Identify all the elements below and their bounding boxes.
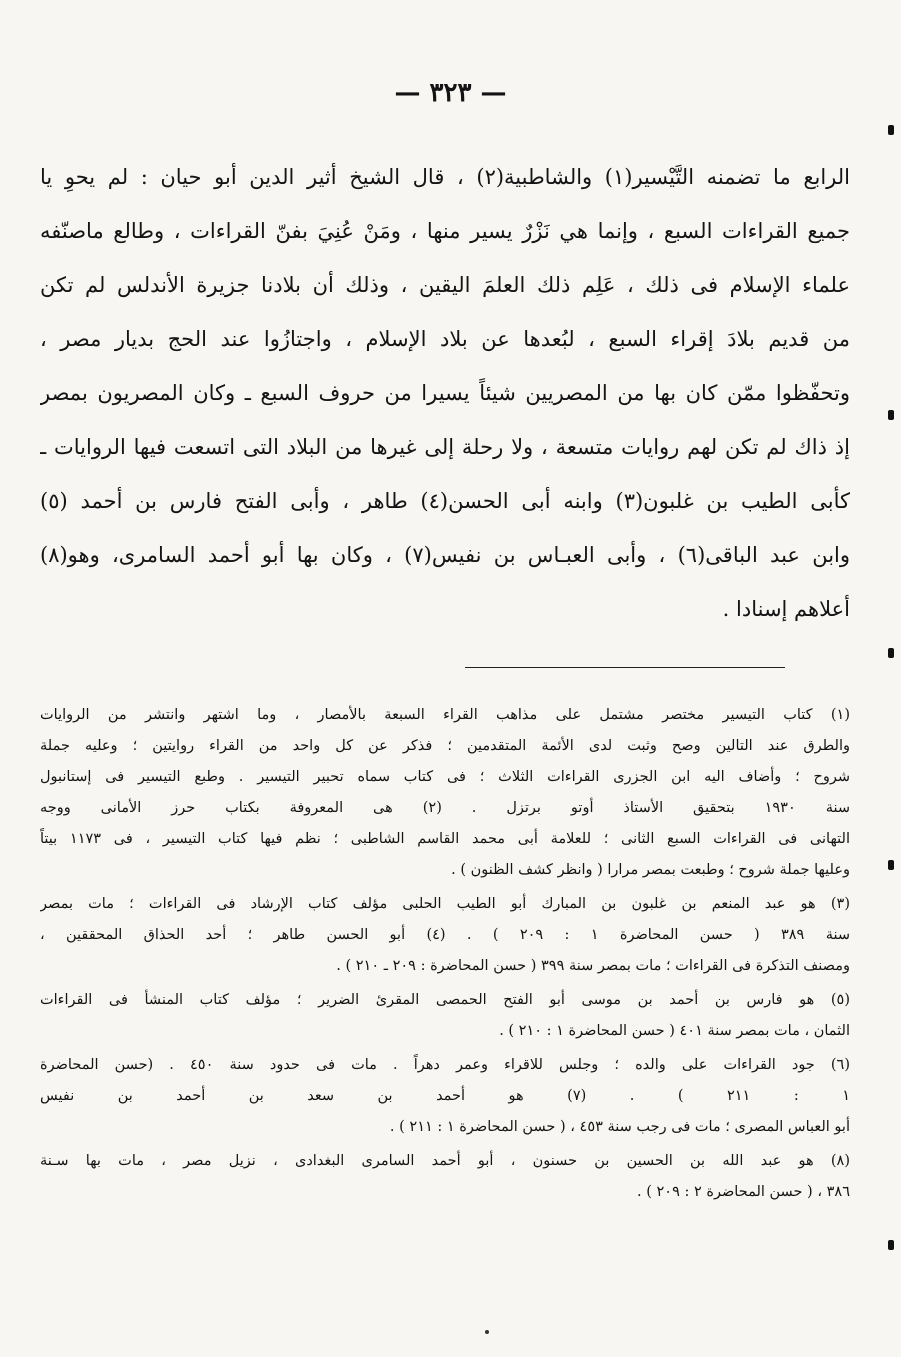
- margin-mark: [888, 410, 894, 420]
- footnote-line: (٣) هو عبد المنعم بن غلبون بن المبارك أبو الطيب الحلبى مؤلف كتاب الإرشاد فى القراءات ؛ مات بمصر: [40, 896, 850, 912]
- main-text-line: علماء الإسلام فى ذلك ، عَلِم ذلك العلمَ اليقين ، وذلك أن بلادنا جزيرة الأندلس لم تكن: [40, 273, 850, 297]
- main-text-line: إذ ذاك لم تكن لهم روايات متسعة ، ولا رحلة إلى غيرها من البلاد التى اتسعت فيها الروايات ـ: [40, 435, 850, 459]
- main-text-line: وتحفّظوا ممّن كان بها من المصريين شيئاً يسيرا من حروف السبع ـ وكان المصريون بمصر: [40, 381, 850, 405]
- footnote-line: شروح ؛ وأضاف اليه ابن الجزرى القراءات الثلاث ؛ فى كتاب سماه تحبير التيسير . وطبع التيسير فى إستانبول: [40, 769, 850, 785]
- footnote-line: أبو العباس المصرى ؛ مات فى رجب سنة ٤٥٣ ، ( حسن المحاضرة ١ : ٢١١ ) .: [389, 1119, 850, 1135]
- footnote-line: (٦) جود القراءات على والده ؛ وجلس للاقراء وعمر دهراً . مات فى حدود سنة ٤٥٠ . (حسن المحاضرة: [40, 1057, 850, 1073]
- footnote-8: [40, 1146, 850, 1208]
- footnote-line: ٣٨٦ ، ( حسن المحاضرة ٢ : ٢٠٩ ) .: [637, 1184, 850, 1200]
- margin-mark: [888, 648, 894, 658]
- main-text-line: الرابع ما تضمنه التَّيْسير(١) والشاطبية(٢) ، قال الشيخ أثير الدين أبو حيان : لم يحوِ يا: [40, 165, 850, 189]
- main-text-line: وابن عبد الباقى(٦) ، وأبى العبـاس بن نفيس(٧) ، وكان بها أبو أحمد السامرى، وهو(٨): [40, 543, 850, 567]
- footnotes: [40, 700, 850, 1211]
- footnote-line: التهانى فى القراءات السبع الثانى ؛ للعلامة أبى محمد القاسم الشاطبى ؛ نظم فيها كتاب التيسير ، فى ١١٧٣ بيتاً: [40, 831, 850, 847]
- footnote-line: (١) كتاب التيسير مختصر مشتمل على مذاهب القراء السبعة بالأمصار ، وما اشتهر وانتشر من الروايات: [40, 707, 850, 723]
- main-text: [40, 150, 850, 636]
- margin-mark: [888, 125, 894, 135]
- footnote-3-4: [40, 889, 850, 982]
- main-text-line: جميع القراءات السبع ، وإنما هي نَزْرٌ يسير منها ، ومَنْ عُنِيَ بفنّ القراءات ، وطالع ماصنّفه: [40, 219, 850, 243]
- scan-dot: [485, 1330, 489, 1334]
- footnote-line: الثمان ، مات بمصر سنة ٤٠١ ( حسن المحاضرة ١ : ٢١٠ ) .: [499, 1023, 850, 1039]
- footnote-line: ١ : ٢١١ ) . (٧) هو أحمد بن سعد بن أحمد بن نفيس: [40, 1088, 850, 1104]
- footnote-line: وعليها جملة شروح ؛ وطبعت بمصر مرارا ( وانظر كشف الظنون ) .: [451, 862, 850, 878]
- page-number: — ٣٢٣ —: [394, 78, 507, 108]
- margin-mark: [888, 860, 894, 870]
- footnote-line: سنة ٣٨٩ ( حسن المحاضرة ١ : ٢٠٩ ) . (٤) أبو الحسن طاهر ؛ أحد الحذاق المحققين ،: [40, 927, 850, 943]
- footnote-line: (٥) هو فارس بن أحمد بن موسى أبو الفتح الحمصى المقرئ الضرير ؛ مؤلف كتاب المنشأ فى القراءات: [40, 992, 850, 1008]
- main-text-line: كأبى الطيب بن غلبون(٣) وابنه أبى الحسن(٤) طاهر ، وأبى الفتح فارس بن أحمد (٥): [40, 489, 850, 513]
- footnote-1-2: [40, 700, 850, 886]
- footnote-line: سنة ١٩٣٠ بتحقيق الأستاذ أوتو برتزل . (٢) هى المعروفة بكتاب حرز الأمانى ووجه: [40, 800, 850, 816]
- footnote-6-7: [40, 1050, 850, 1143]
- footnote-line: (٨) هو عبد الله بن الحسين بن حسنون ، أبو أحمد السامرى البغدادى ، نزيل مصر ، مات بها سـنة: [40, 1153, 850, 1169]
- footnote-line: ومصنف التذكرة فى القراءات ؛ مات بمصر سنة ٣٩٩ ( حسن المحاضرة : ٢٠٩ ـ ٢١٠ ) .: [336, 958, 850, 974]
- main-text-line: من قديم بلادَ إقراء السبع ، لبُعدها عن بلاد الإسلام ، واجتازُوا عند الحج بديار مصر ،: [40, 327, 850, 351]
- margin-mark: [888, 1240, 894, 1250]
- main-text-line: أعلاهم إسنادا .: [722, 597, 850, 621]
- footnote-line: والطرق عند التالين وصح وثبت لدى الأئمة المتقدمين ؛ فذكر عن كل واحد من القراء روايتين ؛ وعليه جملة: [40, 738, 850, 754]
- footnote-separator: [465, 667, 785, 668]
- footnote-5: [40, 985, 850, 1047]
